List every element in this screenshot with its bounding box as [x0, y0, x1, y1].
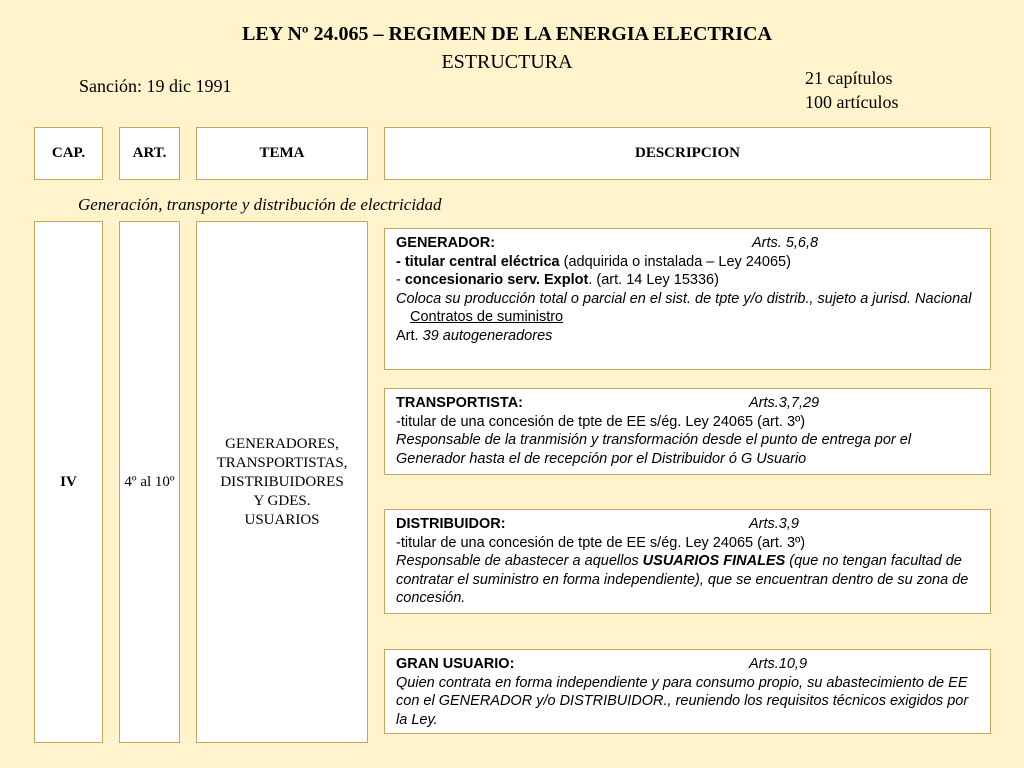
chapter-value: IV — [60, 473, 77, 490]
column-header-cap — [34, 127, 103, 180]
distribuidor-heading: DISTRIBUIDOR: — [396, 516, 506, 532]
transportista-line: -titular de una concesión de tpte de EE s/ég. Ley 24065 (art. 3º) — [396, 413, 806, 430]
topic-text — [217, 435, 348, 530]
page-title: LEY Nº 24.065 – REGIMEN DE LA ENERGIA ELECTRICA — [242, 23, 772, 45]
generador-box — [384, 228, 991, 370]
column-header-descripcion-label: DESCRIPCION — [634, 145, 740, 161]
page-subtitle: ESTRUCTURA — [441, 51, 573, 73]
generador-line: - titular central eléctrica (adquirida o instalada – Ley 24065) — [396, 253, 791, 270]
section-label: Generación, transporte y distribución de electricidad — [78, 195, 442, 214]
column-header-art-label: ART. — [132, 145, 167, 161]
topic-line: TRANSPORTISTAS, — [216, 454, 348, 471]
generador-articles: Arts. 5,6,8 — [752, 235, 819, 251]
transportista-articles: Arts.3,7,29 — [749, 395, 820, 411]
generador-line: - concesionario serv. Explot. (art. 14 Ley 15336) — [396, 272, 719, 288]
sancion-date: Sanción: 19 dic 1991 — [79, 76, 232, 96]
transportista-heading: TRANSPORTISTA: — [396, 395, 524, 411]
column-header-art — [119, 127, 180, 180]
column-header-tema-label: TEMA — [259, 145, 305, 161]
gran-usuario-articles: Arts.10,9 — [749, 656, 808, 672]
transportista-description: Responsable de la tranmisión y transformación desde el punto de entrega por el Generador hasta el de recepción por el Distribuidor ó G Usuario — [396, 432, 912, 467]
distribuidor-articles: Arts.3,9 — [749, 516, 799, 532]
distribuidor-line: -titular de una concesión de tpte de EE s/ég. Ley 24065 (art. 3º) — [396, 534, 806, 551]
articles-value: 4º al 10º — [124, 473, 175, 490]
gran-usuario-heading: GRAN USUARIO: — [396, 656, 515, 672]
gran-usuario-description: Quien contrata en forma independiente y para consumo propio, su abastecimiento de EE con el GENERADOR y/o DISTRIBUIDOR., reuniendo los requisitos técnicos exigidos por la Ley. — [396, 674, 969, 728]
article-count: 100 artículos — [805, 92, 899, 112]
generador-heading: GENERADOR: — [396, 235, 496, 251]
transportista-box — [384, 388, 991, 475]
topic-line: USUARIOS — [244, 511, 320, 528]
chapter-count: 21 capítulos — [805, 68, 893, 88]
law-counts — [805, 66, 898, 114]
generador-line: Art. 39 autogeneradores — [396, 327, 553, 344]
chapter-cell — [34, 221, 103, 743]
gran-usuario-box — [384, 649, 991, 734]
articles-cell — [119, 221, 180, 743]
topic-line: Y GDES. — [253, 492, 311, 509]
column-header-tema — [196, 127, 368, 180]
topic-line: DISTRIBUIDORES — [220, 473, 344, 490]
column-header-cap-label: CAP. — [51, 145, 86, 161]
distribuidor-box — [384, 509, 991, 614]
contratos-link-text: Contratos de suministro — [410, 309, 564, 325]
topic-line: GENERADORES, — [225, 435, 339, 452]
column-header-descripcion — [384, 127, 991, 180]
distribuidor-description: Responsable de abastecer a aquellos USUARIOS FINALES (que no tengan facultad de contratar el suministro en forma independiente), que se encuentran dentro de su zona de concesión. — [396, 553, 969, 606]
generador-description: Coloca su producción total o parcial en el sist. de tpte y/o distrib., sujeto a jurisd. Nacional — [396, 290, 972, 307]
topic-cell — [196, 221, 368, 743]
